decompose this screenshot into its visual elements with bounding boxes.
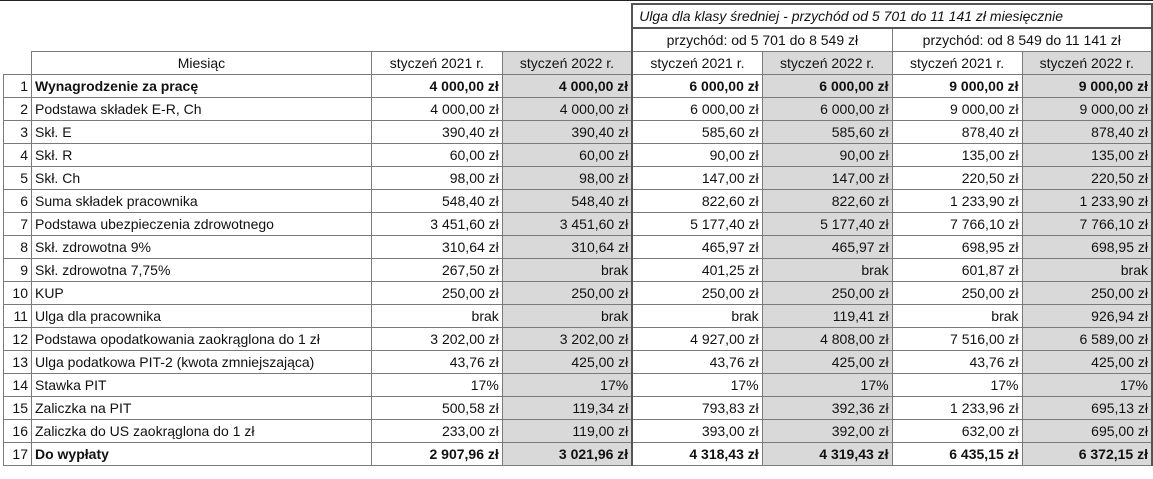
row-label: Skł. E	[31, 121, 371, 144]
row-number: 17	[4, 443, 32, 466]
value-cell: 878,40 zł	[1022, 121, 1152, 144]
value-cell: 17%	[762, 374, 892, 397]
value-cell: brak	[371, 305, 502, 328]
value-cell: 6 000,00 zł	[632, 75, 762, 98]
value-cell: 4 000,00 zł	[371, 98, 502, 121]
value-cell: 5 177,40 zł	[632, 213, 762, 236]
table-row	[4, 351, 1153, 374]
value-cell: 2 907,96 zł	[371, 443, 502, 466]
value-cell: 250,00 zł	[892, 282, 1022, 305]
value-cell: brak	[632, 305, 762, 328]
value-cell: 632,00 zł	[892, 420, 1022, 443]
row-number: 3	[4, 121, 32, 144]
value-cell: 119,00 zł	[502, 420, 632, 443]
value-cell: 500,58 zł	[371, 397, 502, 420]
value-cell: 4 000,00 zł	[371, 75, 502, 98]
value-cell: 9 000,00 zł	[892, 75, 1022, 98]
row-number: 13	[4, 351, 32, 374]
row-number: 10	[4, 282, 32, 305]
value-cell: 6 000,00 zł	[632, 98, 762, 121]
table-row	[4, 167, 1153, 190]
value-cell: 465,97 zł	[632, 236, 762, 259]
row-number: 6	[4, 190, 32, 213]
value-cell: brak	[762, 259, 892, 282]
value-cell: 9 000,00 zł	[1022, 75, 1152, 98]
value-cell: 310,64 zł	[371, 236, 502, 259]
value-cell: 6 589,00 zł	[1022, 328, 1152, 351]
col-2021-c: styczeń 2021 r.	[892, 52, 1022, 75]
value-cell: 6 372,15 zł	[1022, 443, 1152, 466]
row-label: Podstawa składek E-R, Ch	[31, 98, 371, 121]
value-cell: 548,40 zł	[371, 190, 502, 213]
row-label: Suma składek pracownika	[31, 190, 371, 213]
value-cell: 393,00 zł	[632, 420, 762, 443]
col-2022-a: styczeń 2022 r.	[502, 52, 632, 75]
value-cell: 3 202,00 zł	[502, 328, 632, 351]
value-cell: 60,00 zł	[371, 144, 502, 167]
value-cell: 4 000,00 zł	[502, 75, 632, 98]
value-cell: 135,00 zł	[892, 144, 1022, 167]
value-cell: 6 000,00 zł	[762, 75, 892, 98]
value-cell: 90,00 zł	[632, 144, 762, 167]
row-label: Stawka PIT	[31, 374, 371, 397]
value-cell: 3 451,60 zł	[371, 213, 502, 236]
value-cell: 465,97 zł	[762, 236, 892, 259]
row-label: Podstawa opodatkowania zaokrąglona do 1 zł	[31, 328, 371, 351]
table-row	[4, 374, 1153, 397]
value-cell: 250,00 zł	[502, 282, 632, 305]
group-title-row	[4, 4, 1153, 28]
value-cell: 17%	[1022, 374, 1152, 397]
value-cell: 698,95 zł	[1022, 236, 1152, 259]
row-label: Zaliczka na PIT	[31, 397, 371, 420]
row-number: 9	[4, 259, 32, 282]
top-border-line	[0, 0, 1153, 1]
value-cell: 147,00 zł	[762, 167, 892, 190]
value-cell: 695,13 zł	[1022, 397, 1152, 420]
row-label: KUP	[31, 282, 371, 305]
value-cell: 1 233,96 zł	[892, 397, 1022, 420]
col-2022-c: styczeń 2022 r.	[1022, 52, 1152, 75]
salary-comparison-table	[3, 3, 1153, 466]
value-cell: 822,60 zł	[762, 190, 892, 213]
column-header-row	[4, 52, 1153, 75]
subgroup-2: przychód: od 8 549 do 11 141 zł	[892, 28, 1152, 52]
row-label: Skł. R	[31, 144, 371, 167]
value-cell: 4 000,00 zł	[502, 98, 632, 121]
table-row	[4, 98, 1153, 121]
value-cell: 392,00 zł	[762, 420, 892, 443]
row-label: Wynagrodzenie za pracę	[31, 75, 371, 98]
value-cell: 147,00 zł	[632, 167, 762, 190]
value-cell: 401,25 zł	[632, 259, 762, 282]
value-cell: 425,00 zł	[762, 351, 892, 374]
value-cell: 135,00 zł	[1022, 144, 1152, 167]
value-cell: 548,40 zł	[502, 190, 632, 213]
table-row	[4, 144, 1153, 167]
value-cell: 4 927,00 zł	[632, 328, 762, 351]
value-cell: 17%	[892, 374, 1022, 397]
value-cell: 878,40 zł	[892, 121, 1022, 144]
value-cell: 392,36 zł	[762, 397, 892, 420]
value-cell: 425,00 zł	[502, 351, 632, 374]
row-number: 12	[4, 328, 32, 351]
value-cell: 9 000,00 zł	[892, 98, 1022, 121]
table-row	[4, 213, 1153, 236]
value-cell: 926,94 zł	[1022, 305, 1152, 328]
col-2021-a: styczeń 2021 r.	[371, 52, 502, 75]
value-cell: 4 808,00 zł	[762, 328, 892, 351]
value-cell: 3 202,00 zł	[371, 328, 502, 351]
table-row	[4, 328, 1153, 351]
value-cell: brak	[1022, 259, 1152, 282]
value-cell: 98,00 zł	[502, 167, 632, 190]
value-cell: 1 233,90 zł	[1022, 190, 1152, 213]
value-cell: 3 021,96 zł	[502, 443, 632, 466]
value-cell: 60,00 zł	[502, 144, 632, 167]
value-cell: 90,00 zł	[762, 144, 892, 167]
table-row	[4, 305, 1153, 328]
value-cell: 4 318,43 zł	[632, 443, 762, 466]
row-label: Skł. zdrowotna 7,75%	[31, 259, 371, 282]
row-label: Ulga dla pracownika	[31, 305, 371, 328]
table-row	[4, 236, 1153, 259]
row-number: 16	[4, 420, 32, 443]
row-number: 8	[4, 236, 32, 259]
value-cell: 17%	[632, 374, 762, 397]
group-title: Ulga dla klasy średniej - przychód od 5 701 do 11 141 zł miesięcznie	[632, 4, 1152, 28]
value-cell: 390,40 zł	[502, 121, 632, 144]
value-cell: 250,00 zł	[762, 282, 892, 305]
value-cell: 250,00 zł	[632, 282, 762, 305]
value-cell: 601,87 zł	[892, 259, 1022, 282]
value-cell: 585,60 zł	[632, 121, 762, 144]
row-label: Ulga podatkowa PIT-2 (kwota zmniejszająca)	[31, 351, 371, 374]
row-number: 4	[4, 144, 32, 167]
table-row	[4, 259, 1153, 282]
value-cell: 4 319,43 zł	[762, 443, 892, 466]
value-cell: brak	[502, 305, 632, 328]
value-cell: 6 435,15 zł	[892, 443, 1022, 466]
value-cell: 695,00 zł	[1022, 420, 1152, 443]
row-number: 1	[4, 75, 32, 98]
row-label: Skł. Ch	[31, 167, 371, 190]
row-label: Do wypłaty	[31, 443, 371, 466]
value-cell: brak	[502, 259, 632, 282]
value-cell: 43,76 zł	[632, 351, 762, 374]
table-row	[4, 420, 1153, 443]
value-cell: 267,50 zł	[371, 259, 502, 282]
value-cell: 220,50 zł	[892, 167, 1022, 190]
col-2021-b: styczeń 2021 r.	[632, 52, 762, 75]
value-cell: 7 516,00 zł	[892, 328, 1022, 351]
value-cell: 98,00 zł	[371, 167, 502, 190]
table-row	[4, 121, 1153, 144]
row-label: Zaliczka do US zaokrąglona do 1 zł	[31, 420, 371, 443]
value-cell: brak	[892, 305, 1022, 328]
value-cell: 425,00 zł	[1022, 351, 1152, 374]
value-cell: 1 233,90 zł	[892, 190, 1022, 213]
row-number: 14	[4, 374, 32, 397]
row-label: Podstawa ubezpieczenia zdrowotnego	[31, 213, 371, 236]
value-cell: 17%	[502, 374, 632, 397]
table-row	[4, 397, 1153, 420]
value-cell: 43,76 zł	[371, 351, 502, 374]
value-cell: 793,83 zł	[632, 397, 762, 420]
table-row	[4, 282, 1153, 305]
value-cell: 119,34 zł	[502, 397, 632, 420]
value-cell: 220,50 zł	[1022, 167, 1152, 190]
col-2022-b: styczeń 2022 r.	[762, 52, 892, 75]
value-cell: 585,60 zł	[762, 121, 892, 144]
value-cell: 250,00 zł	[371, 282, 502, 305]
row-number: 2	[4, 98, 32, 121]
value-cell: 390,40 zł	[371, 121, 502, 144]
value-cell: 7 766,10 zł	[892, 213, 1022, 236]
subgroup-1: przychód: od 5 701 do 8 549 zł	[632, 28, 892, 52]
value-cell: 6 000,00 zł	[762, 98, 892, 121]
value-cell: 698,95 zł	[892, 236, 1022, 259]
row-number: 15	[4, 397, 32, 420]
value-cell: 7 766,10 zł	[1022, 213, 1152, 236]
value-cell: 5 177,40 zł	[762, 213, 892, 236]
row-number: 7	[4, 213, 32, 236]
value-cell: 9 000,00 zł	[1022, 98, 1152, 121]
value-cell: 17%	[371, 374, 502, 397]
row-label: Skł. zdrowotna 9%	[31, 236, 371, 259]
value-cell: 233,00 zł	[371, 420, 502, 443]
value-cell: 43,76 zł	[892, 351, 1022, 374]
value-cell: 3 451,60 zł	[502, 213, 632, 236]
subgroup-row	[4, 28, 1153, 52]
month-header: Miesiąc	[31, 52, 371, 75]
table-row	[4, 190, 1153, 213]
row-number: 5	[4, 167, 32, 190]
value-cell: 310,64 zł	[502, 236, 632, 259]
value-cell: 250,00 zł	[1022, 282, 1152, 305]
value-cell: 822,60 zł	[632, 190, 762, 213]
value-cell: 119,41 zł	[762, 305, 892, 328]
row-number: 11	[4, 305, 32, 328]
table-row	[4, 443, 1153, 466]
table-row	[4, 75, 1153, 98]
